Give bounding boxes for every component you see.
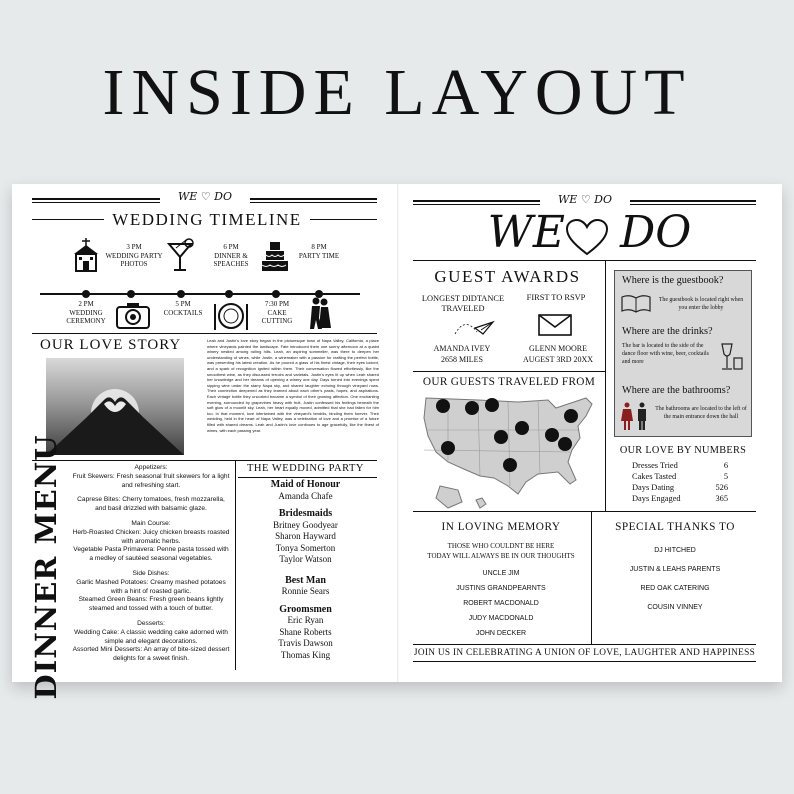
menu-line: Appetizers: (134, 464, 168, 471)
menu-line: Assorted Mini Desserts: An array of bite-sized dessert delights for a sweet finish. (72, 646, 230, 663)
dinner-menu-title-box (29, 434, 63, 700)
column-divider (605, 260, 606, 511)
faq-answer: The guestbook is located right when you enter the lobby (658, 297, 744, 311)
map-pin-icon (436, 399, 450, 413)
numbers-list (632, 460, 728, 504)
paper-plane-icon (451, 312, 497, 342)
numbers-row: Dresses Tried 6 (632, 461, 728, 470)
menu-line: Main Course: (131, 519, 171, 527)
faq-question: Where are the bathrooms? (622, 385, 731, 396)
column-divider (235, 460, 236, 670)
map-pin-icon (485, 398, 499, 412)
book-icon (620, 293, 652, 315)
section-rule (413, 644, 756, 645)
faq-question: Where are the drinks? (622, 326, 713, 337)
love-story-text: Leah and Justin's love story began in the picturesque town of Napa Valley, California, a place where vineyards painted the landscape. Fate introduced them one sunny afternoon at a quaint winery nestled among rolling hills. Leah, an aspiring sommelier, was there to deepen her understanding of wines, while Justin, a winemaker with a passion for crafting the perfect bottle, was presenting his latest creation. As he poured a glass of his finest vintage, their eyes locked, and a spark of recognition ignited within them. Their conversation flowed effortlessly, like the smoothest wine, as they discussed terroirs and varietals. Justin's eyes lit up when Leah shared her knowledge and her dreams of opening a winery one day. Days turned into evenings spent sipping wine under the starry Napa sky, and shared laughter echoing through vineyard rows. Their connection deepened as they learned about each other's pasts, hopes, and aspirations. Each vintage bottle they uncorked became a symbol of their growing affection. One enchanting evening, surrounded by grapevines heavy with fruit, Justin confessed his feelings beneath the soft glow of a moonlit sky. Leah, her heart equally moved, admitted that she had fallen for him too. In that moment, love intertwined with the vineyard's tendrils, binding them forever. Their wedding, held in the heart of Napa Valley, was a celebration of love and a promise of a future filled with shared dreams. Leah and Justin's love continues to age gracefully, like the finest of wines, with each passing year. (207, 338, 379, 433)
dinner-menu-list (72, 464, 230, 664)
heart-icon (565, 218, 609, 258)
menu-line: Steamed Green Beans: Fresh green beans lightly steamed and tossed with a touch of butter. (78, 596, 224, 613)
map-pin-icon (564, 409, 578, 423)
numbers-title: OUR LOVE BY NUMBERS (619, 445, 747, 456)
restroom-icon (620, 402, 650, 432)
timeline-title-rule-left (32, 219, 104, 220)
map-pin-icon (545, 428, 559, 442)
memory-subtitle: THOSE WHO COULDNT BE HERE TODAY WILL ALWAYS BE IN OUR THOUGHTS (427, 542, 575, 560)
thanks-list (594, 541, 756, 617)
traveled-title: OUR GUESTS TRAVELED FROM (422, 376, 596, 388)
faq-answer: The bar is located to the side of the dance floor with wine, beer, cocktails and more (622, 343, 709, 365)
map-pin-icon (515, 421, 529, 435)
thanks-title: SPECIAL THANKS TO (615, 521, 735, 533)
envelope-icon (538, 313, 572, 337)
memory-name: JUDY MACDONALD (468, 615, 534, 622)
memory-list (413, 566, 589, 641)
memory-name: ROBERT MACDONALD (463, 600, 539, 607)
thanks-name: DJ HITCHED (654, 547, 696, 554)
memory-name: JOHN DECKER (475, 630, 527, 637)
award-longest-title: LONGEST DIDTANCE TRAVELED (421, 294, 505, 313)
faq-question: Where is the guestbook? (622, 275, 724, 286)
event-730pm: 7:30 PM CAKE CUTTING (261, 300, 293, 325)
map-pin-icon (441, 441, 455, 455)
memory-title: IN LOVING MEMORY (441, 521, 561, 533)
event-3pm: 3 PM WEDDING PARTY PHOTOS (105, 243, 163, 268)
map-pin-icon (558, 437, 572, 451)
section-rule (32, 333, 377, 334)
wedding-party-title: THE WEDDING PARTY (247, 463, 364, 474)
section-rule (413, 511, 756, 512)
column-divider (591, 511, 592, 644)
menu-line: Vegetable Pasta Primavera: Penne pasta tossed with a medley of sautéed seasonal vegetables. (73, 546, 229, 563)
menu-line: Wedding Cake: A classic wedding cake adorned with simple and elegant decorations. (74, 628, 228, 645)
award-rsvp-winner: GLENN MOORE AUGEST 3RD 20XX (522, 344, 594, 364)
map-pin-icon (503, 458, 517, 472)
faq-answer: The bathrooms are located to the left of the main entrance down the hall (655, 406, 747, 420)
award-longest-winner: AMANDA IVEY 2658 MILES (433, 344, 491, 364)
wedding-party-list: Maid of Honour Amanda Chafe Bridesmaids Britney Goodyear Sharon Hayward Tonya Somerton Taylor Watson Best Man Ronnie Sears Groomsmen Eric Ryan Shane Roberts Travis Dawson Thomas King (270, 479, 341, 660)
numbers-row: Days Engaged 365 (632, 494, 728, 503)
numbers-row: Days Dating 526 (632, 483, 728, 492)
menu-line: Desserts: (137, 619, 165, 627)
couple-icon (307, 296, 333, 330)
menu-line: Herb-Roasted Chicken: Juicy chicken breasts roasted with aromatic herbs. (72, 528, 230, 545)
plate-icon (213, 300, 249, 332)
thanks-name: RED OAK CATERING (640, 585, 710, 592)
section-rule (32, 460, 377, 461)
section-rule (413, 260, 756, 261)
footer-message: JOIN US IN CELEBRATING A UNION OF LOVE, LAUGHTER AND HAPPINESS (413, 648, 756, 658)
section-rule (238, 477, 377, 478)
left-header-script: WE ♡ DO (160, 190, 250, 203)
map-pin-icon (465, 401, 479, 415)
menu-line: Side Dishes: (132, 569, 170, 577)
banner-do: DO (620, 207, 692, 258)
menu-line: Caprese Bites: Cherry tomatoes, fresh mozzarella, and basil drizzled with balsamic glaze. (77, 496, 225, 513)
timeline-dot (177, 290, 185, 298)
dinner-menu-title: DINNER MENU (29, 434, 63, 700)
menu-line: Garlic Mashed Potatoes: Creamy mashed potatoes with a hint of roasted garlic. (76, 578, 226, 595)
page-title: INSIDE LAYOUT (102, 56, 692, 129)
memory-name: UNCLE JIM (482, 570, 520, 577)
event-2pm: 2 PM WEDDING CEREMONY (66, 300, 106, 325)
timeline-dot (225, 290, 233, 298)
timeline-title: WEDDING TIMELINE (112, 210, 302, 229)
memory-name: JUSTINS GRANDPEARNTS (456, 585, 546, 592)
church-icon (70, 238, 102, 272)
wine-glass-icon (718, 342, 744, 372)
love-story-photo (46, 358, 184, 455)
section-rule (413, 661, 756, 662)
numbers-row: Cakes Tasted 5 (632, 472, 728, 481)
event-8pm: 8 PM PARTY TIME (298, 243, 340, 260)
camera-icon (116, 301, 150, 329)
cake-icon (260, 238, 290, 272)
thanks-name: JUSTIN & LEAHS PARENTS (629, 566, 721, 573)
award-rsvp-title: FIRST TO RSVP (526, 293, 586, 302)
thanks-name: COUSIN VINNEY (647, 604, 703, 611)
event-6pm: 6 PM DINNER & SPEACHES (213, 243, 249, 268)
timeline-dot (272, 290, 280, 298)
section-rule (413, 371, 605, 372)
timeline-dot (127, 290, 135, 298)
guest-awards-title: GUEST AWARDS (434, 267, 581, 286)
event-5pm: 5 PM COCKTAILS (163, 300, 203, 317)
banner-we: WE (487, 207, 565, 258)
cocktail-icon (166, 238, 196, 272)
menu-line: Fruit Skewers: Fresh seasonal fruit skewers for a light and refreshing start. (72, 472, 230, 489)
love-story-title: OUR LOVE STORY (40, 337, 182, 353)
center-fold (397, 184, 399, 682)
map-pin-icon (494, 430, 508, 444)
right-header-script: WE ♡ DO (540, 193, 630, 206)
timeline-dot (82, 290, 90, 298)
timeline-title-rule-right (310, 219, 377, 220)
